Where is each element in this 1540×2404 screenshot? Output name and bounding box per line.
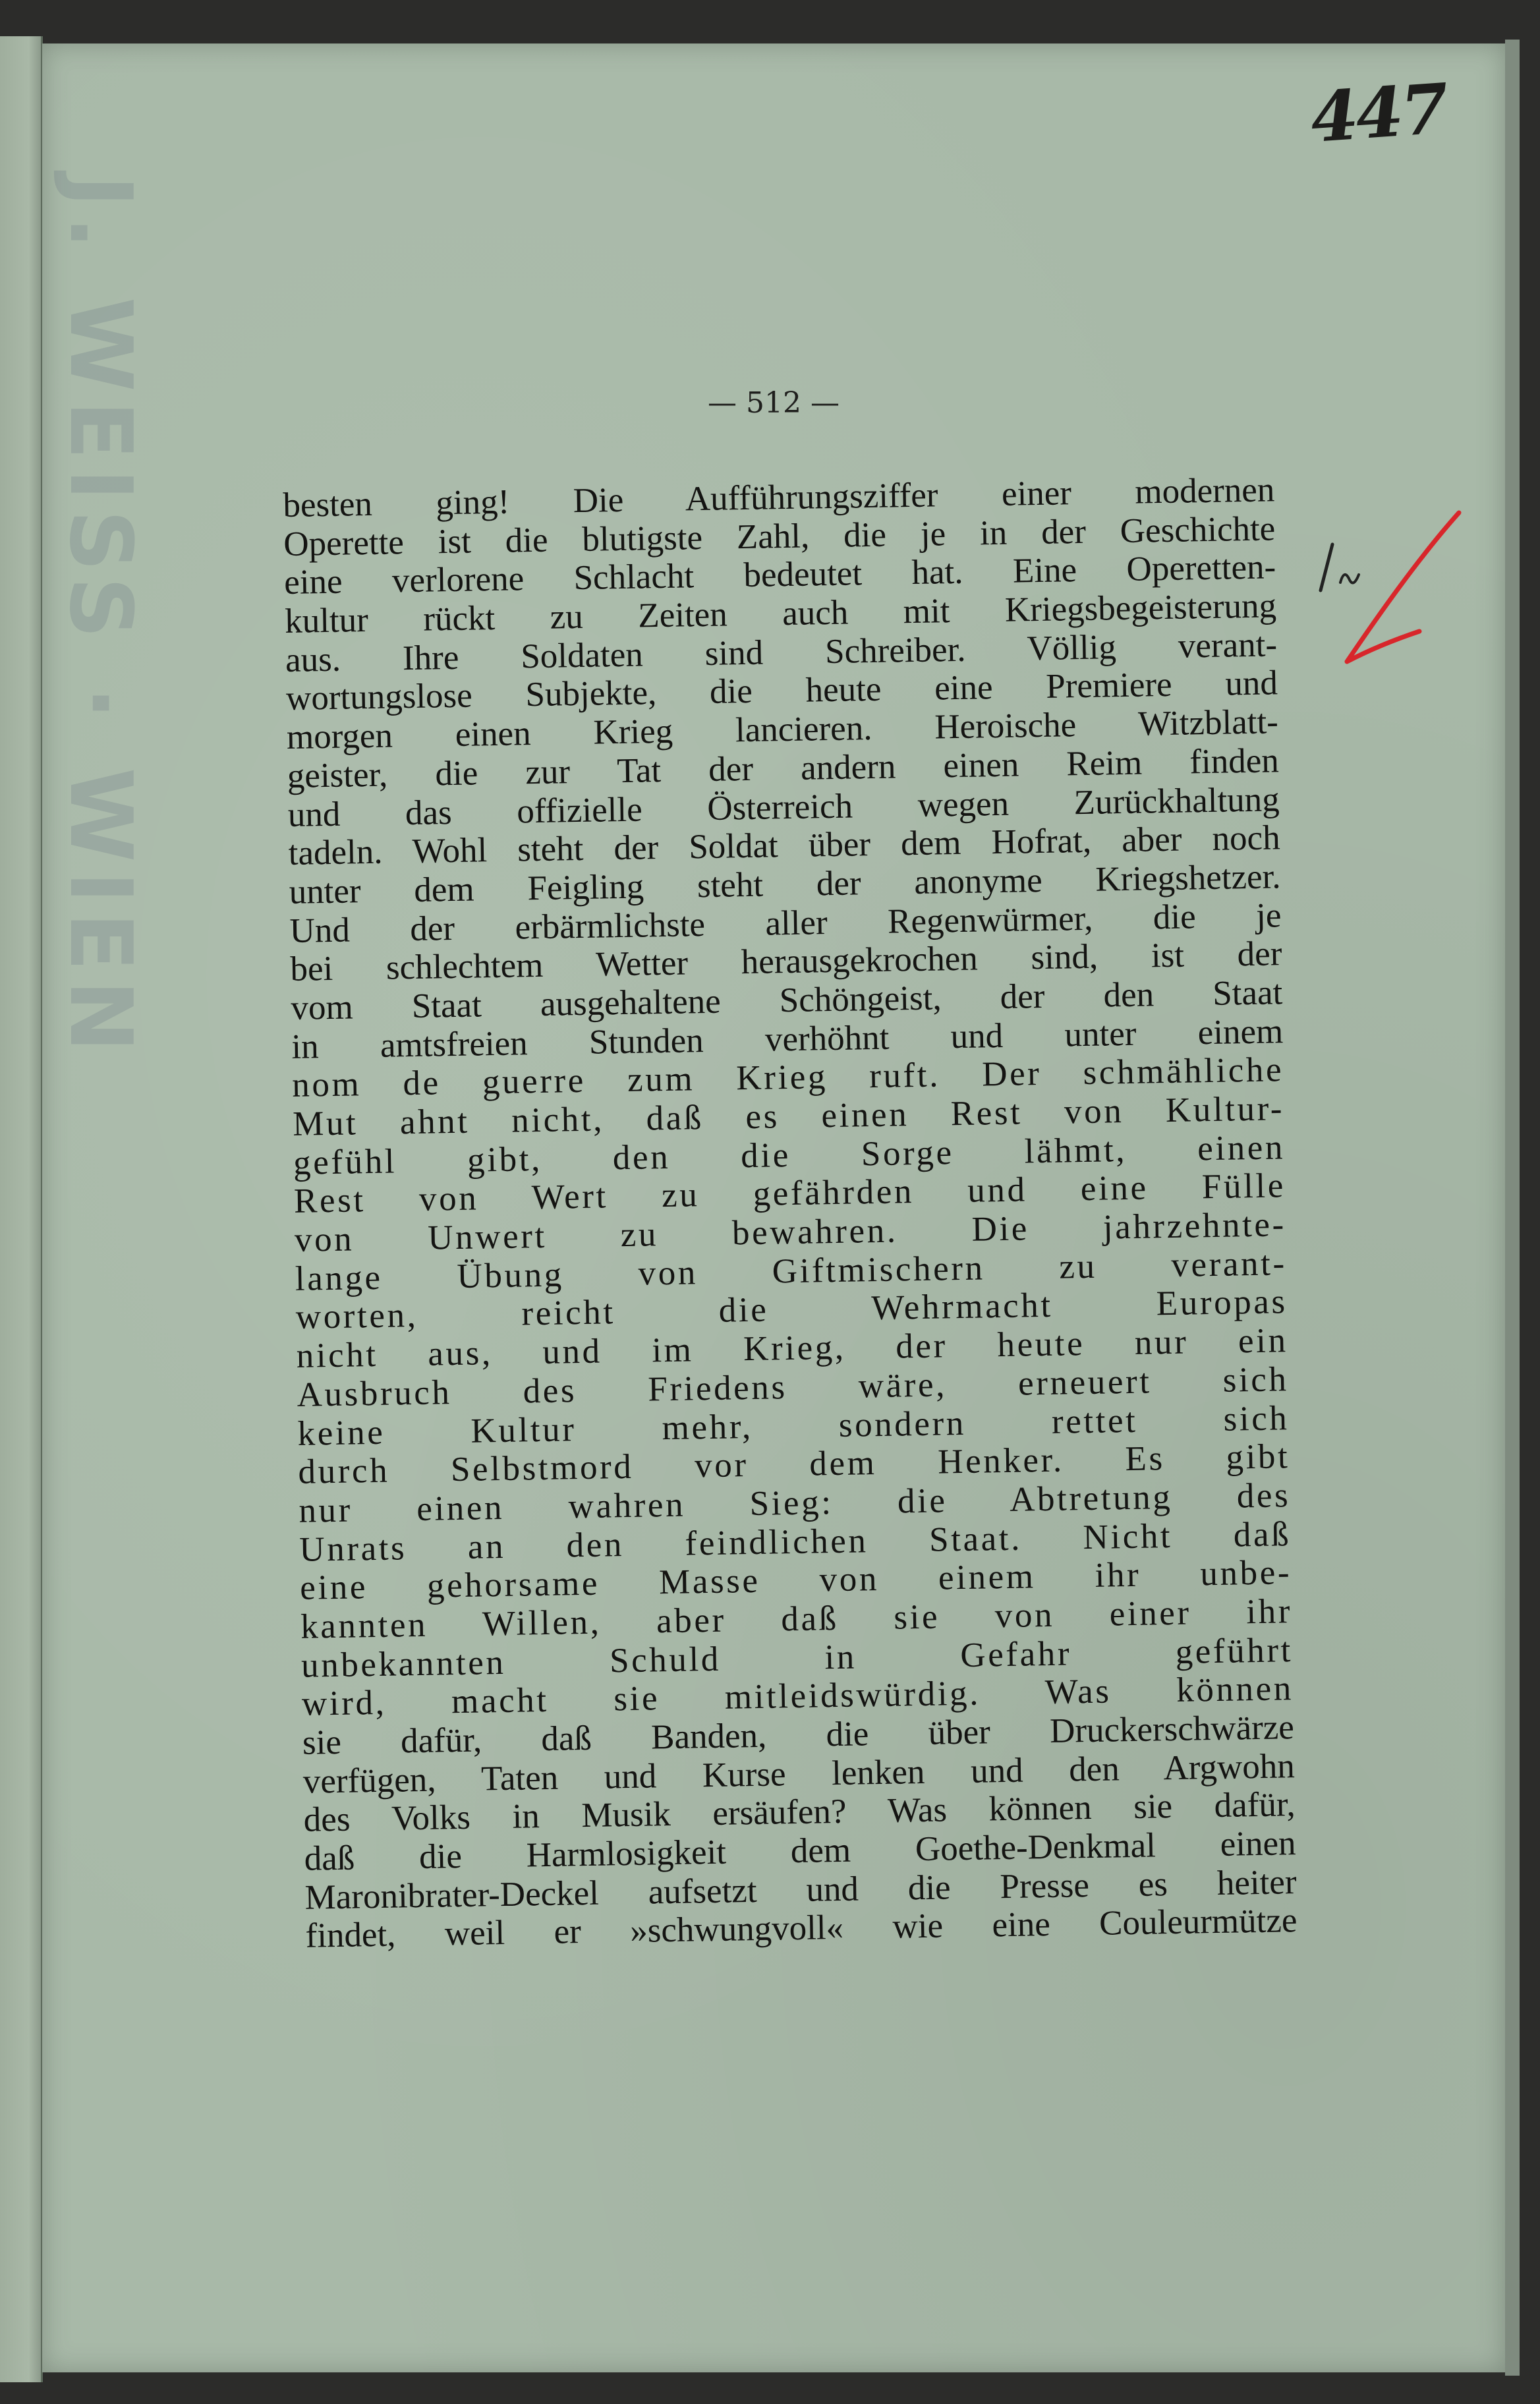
handwritten-folio-number: 447 (1307, 67, 1449, 159)
red-pencil-margin-mark (1307, 505, 1466, 676)
text-line: Operette ist die blutigste Zahl, die je in der Geschichte (283, 509, 1276, 563)
text-line: und das offizielle Österreich wegen Zurückhaltung (287, 780, 1280, 834)
text-line: eine verlorene Schlacht bedeutet hat. Eine Operetten- (283, 548, 1276, 602)
text-line: geister, die zur Tat der andern einen Reim finden (287, 741, 1280, 795)
text-line: des Volks in Musik ersäufen? Was können sie dafür, (303, 1785, 1296, 1840)
text-line: sie dafür, daß Banden, die über Druckerschwärze (302, 1708, 1295, 1762)
red-check-icon (1347, 513, 1459, 662)
pencil-n-icon (1340, 575, 1359, 583)
text-line: morgen einen Krieg lancieren. Heroische Witzblatt- (286, 702, 1279, 757)
pencil-slash-icon (1321, 544, 1332, 590)
text-line: eine gehorsame Masse von einem ihr unbe- (299, 1553, 1292, 1608)
text-line: Mut ahnt nicht, daß es einen Rest von Kultur- (292, 1089, 1285, 1143)
text-line: tadeln. Wohl steht der Soldat über dem Hofrat, aber noch (288, 818, 1281, 873)
text-line: kultur rückt zu Zeiten auch mit Kriegsbegeisterung (284, 587, 1277, 641)
text-line: durch Selbstmord vor dem Henker. Es gibt (298, 1437, 1290, 1491)
text-line: aus. Ihre Soldaten sind Schreiber. Völlig verant- (285, 625, 1278, 679)
book-edge (1505, 40, 1520, 2376)
text-line: besten ging! Die Aufführungsziffer einer modernen (283, 471, 1275, 525)
text-line: gefühl gibt, den die Sorge lähmt, einen (293, 1128, 1286, 1182)
text-line: Ausbruch des Friedens wäre, erneuert sich (297, 1360, 1289, 1414)
text-line: verfügen, Taten und Kurse lenken und den Argwohn (302, 1746, 1296, 1801)
text-line: wortungslose Subjekte, die heute eine Premiere und (285, 664, 1278, 718)
text-line: kannten Willen, aber daß sie von einer ihr (300, 1592, 1293, 1646)
body-text (283, 471, 1298, 1955)
text-line: daß die Harmlosigkeit dem Goethe-Denkmal einen (304, 1824, 1296, 1878)
text-line: in amtsfreien Stunden verhöhnt und unter einem (291, 1012, 1284, 1066)
text-line: unbekannten Schuld in Gefahr geführt (300, 1630, 1294, 1685)
text-line: nur einen wahren Sieg: die Abtretung des (298, 1476, 1291, 1530)
text-line: keine Kultur mehr, sondern rettet sich (297, 1398, 1290, 1453)
text-line: bei schlechtem Wetter herausgekrochen sind, ist der (290, 934, 1282, 989)
book-page (42, 43, 1505, 2372)
text-line: worten, reicht die Wehrmacht Europas (295, 1282, 1288, 1337)
text-line: Unrats an den feindlichen Staat. Nicht daß (299, 1514, 1292, 1569)
text-line: Rest von Wert zu gefährden und eine Fülle (293, 1166, 1286, 1221)
library-stamp: J. WEISS · WIEN (51, 175, 151, 1062)
text-line: nicht aus, und im Krieg, der heute nur ein (296, 1321, 1289, 1375)
text-line: vom Staat ausgehaltene Schöngeist, der den Staat (290, 973, 1283, 1027)
text-line: Und der erbärmlichste aller Regenwürmer, die je (289, 896, 1282, 950)
text-line: wird, macht sie mitleidswürdig. Was können (301, 1669, 1294, 1724)
text-line: findet, weil er »schwungvoll« wie eine Couleurmütze (305, 1901, 1298, 1956)
previous-page-edge (0, 36, 43, 2382)
text-line: lange Übung von Giftmischern zu verant- (295, 1244, 1288, 1298)
text-line: unter dem Feigling steht der anonyme Kriegshetzer. (289, 857, 1281, 911)
text-line: nom de guerre zum Krieg ruft. Der schmähliche (291, 1050, 1284, 1105)
page-number: — 512 — (708, 386, 840, 420)
text-line: von Unwert zu bewahren. Die jahrzehnte- (294, 1205, 1287, 1259)
text-line: Maronibrater-Deckel aufsetzt und die Presse es heiter (304, 1862, 1297, 1917)
